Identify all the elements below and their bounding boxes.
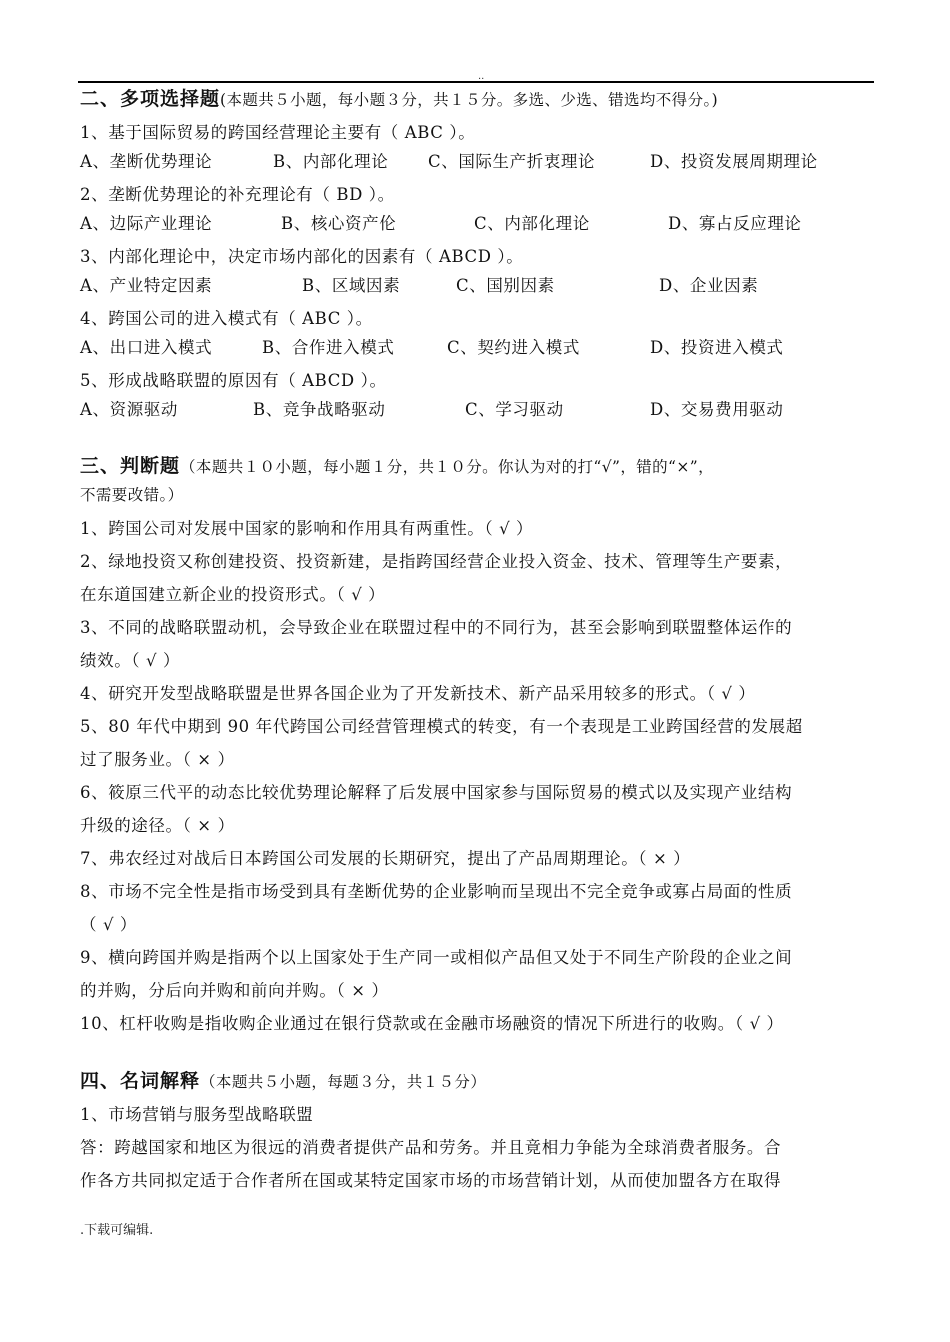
mc-question: 2、垄断优势理论的补充理论有（ BD ）。 <box>80 185 395 204</box>
section-2-heading <box>80 88 718 111</box>
mc-question: 4、跨国公司的进入模式有（ ABC ）。 <box>80 309 373 328</box>
tf-line: 在东道国建立新企业的投资形式。（ √ ） <box>80 585 386 604</box>
tf-line: 6、筱原三代平的动态比较优势理论解释了后发展中国家参与国际贸易的模式以及实现产业结构 <box>80 783 793 802</box>
tf-line: 1、跨国公司对发展中国家的影响和作用具有两重性。（ √ ） <box>80 519 534 538</box>
tf-line: 2、绿地投资又称创建投资、投资新建，是指跨国经营企业投入资金、技术、管理等生产要素， <box>80 552 793 571</box>
mc-options <box>80 213 802 235</box>
mc-option: B、核心资产伦 <box>281 214 397 233</box>
section-3-heading <box>80 455 714 478</box>
tf-line: 10、杠杆收购是指收购企业通过在银行贷款或在金融市场融资的情况下所进行的收购。（ √ ） <box>80 1014 784 1033</box>
mc-option: C、学习驱动 <box>465 400 564 419</box>
mc-question: 3、内部化理论中，决定市场内部化的因素有（ ABCD ）。 <box>80 247 524 266</box>
tf-line: 过了服务业。（ × ） <box>80 750 235 769</box>
mc-option: A、产业特定因素 <box>80 276 213 295</box>
mc-options <box>80 275 758 297</box>
mc-option: D、交易费用驱动 <box>650 400 784 419</box>
section-2-title: 二、多项选择题 <box>80 88 221 110</box>
tf-line: 4、研究开发型战略联盟是世界各国企业为了开发新技术、新产品采用较多的形式。（ √ ） <box>80 684 756 703</box>
section-3-note-cont: 不需要改错。） <box>80 486 184 504</box>
section-4-note: （本题共５小题，每题３分，共１５分） <box>200 1073 487 1091</box>
term-line: 答：跨越国家和地区为很远的消费者提供产品和劳务。并且竟相力争能为全球消费者服务。合 <box>80 1138 782 1157</box>
mc-option: B、合作进入模式 <box>262 338 395 357</box>
tf-line: 升级的途径。（ × ） <box>80 816 235 835</box>
mc-option: B、区域因素 <box>302 276 401 295</box>
mc-option: C、国别因素 <box>456 276 555 295</box>
mc-question: 5、形成战略联盟的原因有（ ABCD ）。 <box>80 371 387 390</box>
mc-options <box>80 337 784 359</box>
section-3-note: （本题共１０小题，每小题１分，共１０分。你认为对的打“√”，错的“×”， <box>180 458 714 476</box>
mc-option: C、内部化理论 <box>474 214 590 233</box>
section-2-note: (本题共５小题，每小题３分，共１５分。多选、少选、错选均不得分。) <box>220 91 719 109</box>
mc-option: B、内部化理论 <box>273 152 389 171</box>
tf-line: 3、不同的战略联盟动机，会导致企业在联盟过程中的不同行为，甚至会影响到联盟整体运作的 <box>80 618 793 637</box>
mc-options <box>80 399 784 421</box>
mc-option: D、投资发展周期理论 <box>650 152 818 171</box>
mc-option: D、寡占反应理论 <box>668 214 802 233</box>
mc-option: C、契约进入模式 <box>447 338 580 357</box>
tf-line: 9、横向跨国并购是指两个以上国家处于生产同一或相似产品但又处于不同生产阶段的企业之间 <box>80 948 793 967</box>
tf-line: 7、弗农经过对战后日本跨国公司发展的长期研究，提出了产品周期理论。（ × ） <box>80 849 691 868</box>
mc-option: B、竞争战略驱动 <box>253 400 386 419</box>
section-4-heading <box>80 1070 486 1093</box>
mc-option: A、边际产业理论 <box>80 214 213 233</box>
section-4-title: 四、名词解释 <box>80 1070 201 1092</box>
term-line: 1、市场营销与服务型战略联盟 <box>80 1105 314 1124</box>
mc-question: 1、基于国际贸易的跨国经营理论主要有（ ABC ）。 <box>80 123 476 142</box>
tf-line: 5、80 年代中期到 90 年代跨国公司经营管理模式的转变，有一个表现是工业跨国经营的发展超 <box>80 717 803 736</box>
mc-options <box>80 151 818 173</box>
tf-line: （ √ ） <box>80 915 138 934</box>
header-rule <box>78 81 874 83</box>
term-line: 作各方共同拟定适于合作者所在国或某特定国家市场的市场营销计划，从而使加盟各方在取得 <box>80 1171 782 1190</box>
header-mark: .. <box>478 71 485 82</box>
mc-option: C、国际生产折衷理论 <box>428 152 596 171</box>
footer-text: .下载可编辑. <box>80 1223 154 1238</box>
tf-line: 8、市场不完全性是指市场受到具有垄断优势的企业影响而呈现出不完全竞争或寡占局面的性质 <box>80 882 793 901</box>
section-3-title: 三、判断题 <box>80 455 181 477</box>
tf-line: 的并购，分后向并购和前向并购。（ × ） <box>80 981 389 1000</box>
mc-option: A、出口进入模式 <box>80 338 213 357</box>
mc-option: A、垄断优势理论 <box>80 152 213 171</box>
mc-option: A、资源驱动 <box>80 400 179 419</box>
mc-option: D、企业因素 <box>659 276 759 295</box>
tf-line: 绩效。（ √ ） <box>80 651 181 670</box>
mc-option: D、投资进入模式 <box>650 338 784 357</box>
